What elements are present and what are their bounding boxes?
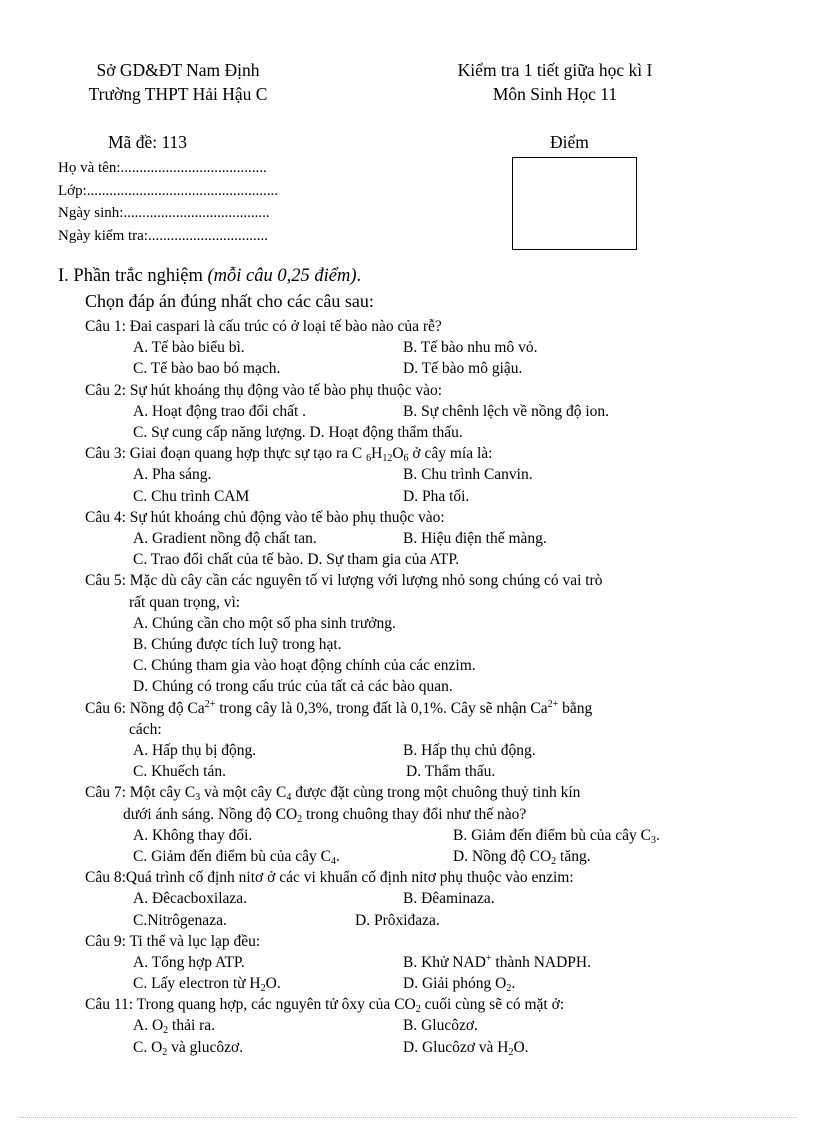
section-title: I. Phần trắc nghiệm (mỗi câu 0,25 điểm). xyxy=(58,266,362,286)
options-row xyxy=(85,846,725,867)
option-b: B. Đêaminaza. xyxy=(403,890,495,908)
option-b: B. Hấp thụ chủ động. xyxy=(403,741,536,759)
option-c: C. Tế bào bao bó mạch. xyxy=(133,360,281,378)
question-1: Câu 1: Đai caspari là cấu trúc có ở loại tế bào nào của rễ? xyxy=(85,318,442,335)
question-6: Câu 6: Nồng độ $Ca^{2+}$ trong cây là 0,3%, trong đất là 0,1%. Cây sẽ nhận $Ca^{2+}$ bằng xyxy=(85,698,593,717)
option-b: B. Chúng được tích luỹ trong hạt. xyxy=(133,635,342,653)
question-5-cont: rất quan trọng, vì: xyxy=(129,593,241,611)
question-4: Câu 4: Sự hút khoáng chủ động vào tế bào phụ thuộc vào: xyxy=(85,508,445,526)
option-a: A. Hoạt động trao đổi chất . xyxy=(133,402,307,420)
option-d: D. Tế bào mô giậu. xyxy=(403,360,523,378)
options-row xyxy=(85,888,725,909)
options-row xyxy=(85,825,725,846)
options-row xyxy=(85,952,725,973)
header-left xyxy=(58,58,298,106)
options-row xyxy=(85,464,725,485)
options-row xyxy=(85,761,725,782)
option-c: C.Nitrôgenaza. xyxy=(133,911,227,929)
option-c: C. Chúng tham gia vào hoạt động chính của các enzim. xyxy=(133,657,476,675)
options-row xyxy=(85,486,725,507)
options-row xyxy=(85,740,725,761)
option-a: A. Tế bào biểu bì. xyxy=(133,339,245,357)
option-a: A. Hấp thụ bị động. xyxy=(133,741,257,759)
options-row xyxy=(85,337,725,358)
option-b: B. Glucôzơ. xyxy=(403,1017,478,1035)
header-right xyxy=(415,58,695,106)
section-note: (mỗi câu 0,25 điểm) xyxy=(207,266,357,286)
page-bottom-divider xyxy=(20,1117,796,1118)
options-row xyxy=(85,1015,725,1036)
name-field: Họ và tên:....................................... xyxy=(58,160,267,176)
question-11: Câu 11: Trong quang hợp, các nguyên tử ôxy của $CO_2$ cuối cùng sẽ có mặt ở: xyxy=(85,996,565,1016)
option-d: D. Chúng có trong cấu trúc của tất cả các bào quan. xyxy=(133,678,453,696)
option-d: D. Thẩm thấu. xyxy=(406,763,496,781)
option-a: A. Pha sáng. xyxy=(133,466,212,484)
option-d: D. Nồng độ $CO_2$ tăng. xyxy=(453,847,591,867)
question-2: Câu 2: Sự hút khoáng thụ động vào tế bào phụ thuộc vào: xyxy=(85,381,443,399)
question-5: Câu 5: Mặc dù cây cần các nguyên tố vi lượng với lượng nhỏ song chúng có vai trò xyxy=(85,572,603,590)
option-a: A. Gradient nồng độ chất tan. xyxy=(133,529,317,547)
question-list xyxy=(85,316,725,1058)
dob-field: Ngày sinh:....................................... xyxy=(58,205,270,221)
options-row xyxy=(85,401,725,422)
option-c: C. $O_2$ và glucôzơ. xyxy=(133,1038,244,1058)
exam-title: Kiểm tra 1 tiết giữa học kì I xyxy=(457,60,653,80)
option-b: B. Hiệu điện thế màng. xyxy=(403,529,547,547)
option-b: B. Chu trình Canvin. xyxy=(403,466,533,484)
options-row xyxy=(85,973,725,994)
question-3: Câu 3: Giai đoạn quang hợp thực sự tạo ra C $_6H_{12}O_6$ ở cây mía là: xyxy=(85,445,493,465)
options-row xyxy=(85,1037,725,1058)
score-box xyxy=(512,157,637,250)
options-row xyxy=(85,528,725,549)
option-c-d: C. Trao đổi chất của tế bào. D. Sự tham gia của ATP. xyxy=(133,551,460,569)
option-d: D. Prôxiđaza. xyxy=(355,911,440,929)
question-7-cont: dưới ánh sáng. Nồng độ $CO_2$ trong chuông thay đổi như thế nào? xyxy=(123,805,527,825)
option-b: B. Giảm đến điểm bù của cây $C_3$. xyxy=(453,826,660,846)
option-d: D. Glucôzơ và $H_2O$. xyxy=(403,1038,529,1058)
test-date-field: Ngày kiểm tra:................................ xyxy=(58,227,268,244)
department-name: Sở GD&ĐT Nam Định xyxy=(96,60,260,80)
question-8: Câu 8:Quá trình cố định nitơ ở các vi khuẩn cố định nitơ phụ thuộc vào enzim: xyxy=(85,869,574,887)
option-a: A. Tổng hợp ATP. xyxy=(133,953,245,971)
option-b: B. Khử NAD+ thành NADPH. xyxy=(403,952,591,971)
school-name: Trường THPT Hải Hậu C xyxy=(88,84,268,104)
option-a: A. Chúng cần cho một số pha sinh trưởng. xyxy=(133,614,396,632)
option-c: C. Khuếch tán. xyxy=(133,763,226,781)
exam-code: Mã đề: 113 xyxy=(108,132,188,152)
question-7: Câu 7: Một cây $C_3$ và một cây $C_4$ được đặt cùng trong một chuông thuỷ tinh kín xyxy=(85,784,581,804)
option-c: C. Giảm đến điểm bù của cây $C_4$. xyxy=(133,847,340,867)
option-b: B. Tế bào nhu mô vỏ. xyxy=(403,339,538,357)
question-9: Câu 9: Ti thể và lục lạp đều: xyxy=(85,932,261,950)
option-a: A. $O_2$ thải ra. xyxy=(133,1017,216,1037)
option-a: A. Không thay đổi. xyxy=(133,826,253,844)
options-row xyxy=(85,358,725,379)
option-a: A. Đêcacboxilaza. xyxy=(133,890,248,908)
option-c: C. Chu trình CAM xyxy=(133,487,250,505)
option-c: C. Lấy electron từ $H_2O$. xyxy=(133,975,281,995)
options-row xyxy=(85,910,725,931)
question-6-cont: cách: xyxy=(129,720,162,738)
option-d: D. Pha tối. xyxy=(403,487,470,505)
class-field: Lớp:................................................... xyxy=(58,182,279,199)
option-b: B. Sự chênh lệch về nồng độ ion. xyxy=(403,402,609,420)
subject-title: Môn Sinh Học 11 xyxy=(492,84,618,104)
score-label: Điểm xyxy=(550,132,589,152)
option-d: D. Giải phóng $O_2$. xyxy=(403,975,516,995)
instruction: Chọn đáp án đúng nhất cho các câu sau: xyxy=(85,291,374,311)
option-c-d: C. Sự cung cấp năng lượng. D. Hoạt động thẩm thấu. xyxy=(133,423,463,441)
student-info xyxy=(58,157,278,247)
